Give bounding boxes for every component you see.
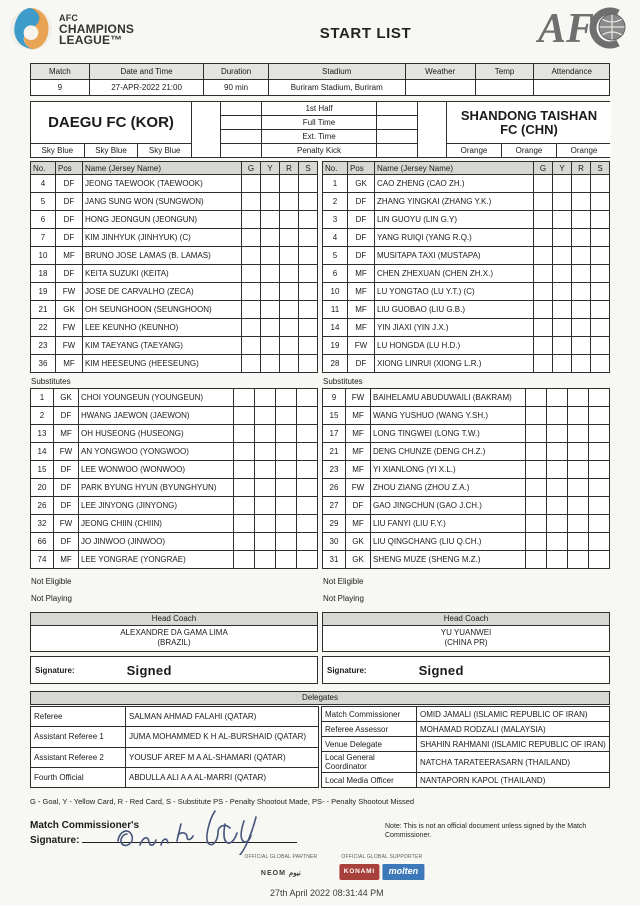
- player-row: 28 DF XIONG LINRUI (XIONG L.R.): [323, 355, 610, 373]
- temp-header: Temp: [475, 64, 534, 80]
- home-starters-table: [30, 161, 318, 373]
- sub-col-header: S: [591, 162, 610, 175]
- match-officials-table: [30, 706, 319, 788]
- away-penalty-box: [377, 144, 417, 157]
- supporter-label: OFFICIAL GLOBAL SUPPORTER: [341, 854, 423, 860]
- player-row: 23 FW KIM TAEYANG (TAEYANG): [31, 337, 318, 355]
- away-not-playing-label: Not Playing: [323, 594, 364, 603]
- substitute-row: 32 FW JEONG CHIIN (CHIIN): [31, 515, 318, 533]
- home-1st-half-box: [221, 102, 261, 115]
- away-substitutes-table: [322, 388, 610, 569]
- substitute-row: 66 DF JO JINWOO (JINWOO): [31, 533, 318, 551]
- player-row: 11 MF LIU GUOBAO (LIU G.B.): [323, 301, 610, 319]
- signature-label: Signature:: [35, 665, 75, 675]
- player-row: 14 MF YIN JIAXI (YIN J.X.): [323, 319, 610, 337]
- player-row: 6 MF CHEN ZHEXUAN (CHEN ZH.X.): [323, 265, 610, 283]
- delegates-table: [321, 706, 610, 788]
- home-substitutes-table: [30, 388, 318, 569]
- home-full-time-box: [221, 116, 261, 129]
- substitute-row: 31 GK SHENG MUZE (SHENG M.Z.): [323, 551, 610, 569]
- substitute-row: 29 MF LIU FANYI (LIU F.Y.): [323, 515, 610, 533]
- substitute-row: 15 MF WANG YUSHUO (WANG Y.SH.): [323, 407, 610, 425]
- abbreviations-legend: G - Goal, Y - Yellow Card, R - Red Card, S - Substitute PS - Penalty Shootout Made, PS- - Penalty Shootout Missed: [30, 797, 415, 806]
- official-row: Assistant Referee 1 JUMA MOHAMMED K H AL-BURSHAID (QATAR): [31, 727, 319, 747]
- away-color-1: Orange: [447, 144, 502, 157]
- player-row: 7 DF KIM JINHYUK (JINHYUK) (C): [31, 229, 318, 247]
- substitute-row: 30 GK LIU QINGCHANG (LIU Q.CH.): [323, 533, 610, 551]
- away-team-name: SHANDONG TAISHAN FC (CHN): [447, 102, 611, 143]
- konami-logo: KONAMI: [339, 864, 379, 880]
- team-score-section: [30, 101, 610, 158]
- home-not-playing-label: Not Playing: [31, 594, 72, 603]
- substitute-row: 1 GK CHOI YOUNGEUN (YOUNGEUN): [31, 389, 318, 407]
- molten-logo: molten: [382, 864, 424, 880]
- weather-value: [405, 80, 475, 96]
- home-coach-box: [30, 612, 318, 684]
- away-1st-half-box: [377, 102, 417, 115]
- sponsor-strip: [244, 854, 424, 880]
- roster-header-row: [323, 162, 610, 175]
- name-header: Name (Jersey Name): [83, 162, 242, 175]
- substitute-row: 2 DF HWANG JAEWON (JAEWON): [31, 407, 318, 425]
- delegate-row: Local Media Officer NANTAPORN KAPOL (THAILAND): [322, 773, 610, 788]
- print-timestamp: 27th April 2022 08:31:44 PM: [270, 888, 384, 898]
- handwritten-signature-icon: [108, 803, 288, 860]
- svg-text:AF: AF: [538, 6, 595, 51]
- acl-emblem-icon: [8, 5, 54, 53]
- player-row: 19 FW JOSE DE CARVALHO (ZECA): [31, 283, 318, 301]
- home-penalty-box: [221, 144, 261, 157]
- home-head-coach-name: ALEXANDRE DA GAMA LIMA (BRAZIL): [30, 626, 318, 652]
- ext-time-label: Ext. Time: [262, 130, 376, 143]
- home-coach-signature-box: [30, 656, 318, 684]
- substitute-row: 27 DF GAO JINGCHUN (GAO J.CH.): [323, 497, 610, 515]
- match-info-header-row: [31, 64, 610, 80]
- global-partner-block: [244, 854, 317, 877]
- acl-logo: [8, 5, 203, 53]
- away-not-eligible-label: Not Eligible: [323, 577, 364, 586]
- substitute-row: 20 DF PARK BYUNG HYUN (BYUNGHYUN): [31, 479, 318, 497]
- player-row: 21 GK OH SEUNGHOON (SEUNGHOON): [31, 301, 318, 319]
- full-time-label: Full Time: [262, 116, 376, 129]
- attendance-value: [534, 80, 610, 96]
- red-col-header: R: [280, 162, 299, 175]
- home-coach-signed: Signed: [126, 662, 172, 678]
- substitute-row: 21 MF DENG CHUNZE (DENG CH.Z.): [323, 443, 610, 461]
- home-head-coach-header: Head Coach: [30, 612, 318, 626]
- penalty-kick-label: Penalty Kick: [262, 144, 376, 157]
- player-row: 3 DF LIN GUOYU (LIN G.Y): [323, 211, 610, 229]
- official-row: Fourth Official ABDULLA ALI A A AL-MARRI (QATAR): [31, 767, 319, 787]
- substitute-row: 26 DF LEE JINYONG (JINYONG): [31, 497, 318, 515]
- official-row: Referee SALMAN AHMAD FALAHI (QATAR): [31, 707, 319, 727]
- substitute-row: 23 MF YI XIANLONG (YI X.L.): [323, 461, 610, 479]
- stadium-header: Stadium: [268, 64, 405, 80]
- match-info-value-row: [31, 80, 610, 96]
- home-kit-colors: [31, 144, 191, 157]
- temp-value: [475, 80, 534, 96]
- delegate-row: Match Commissioner OMID JAMALI (ISLAMIC REPUBLIC OF IRAN): [322, 707, 610, 722]
- home-color-1: Sky Blue: [31, 144, 85, 157]
- pos-header: Pos: [56, 162, 83, 175]
- first-half-label: 1st Half: [262, 102, 376, 115]
- roster-header-row: [31, 162, 318, 175]
- match-number: 9: [31, 80, 90, 96]
- player-row: 2 DF ZHANG YINGKAI (ZHANG Y.K.): [323, 193, 610, 211]
- away-head-coach-name: YU YUANWEI (CHINA PR): [322, 626, 610, 652]
- player-row: 10 MF LU YONGTAO (LU Y.T.) (C): [323, 283, 610, 301]
- official-document-note: Note: This is not an official document unless signed by the Match Commissioner.: [385, 823, 587, 839]
- away-coach-signed: Signed: [418, 662, 464, 678]
- away-roster-column: [322, 161, 610, 603]
- home-team-name: DAEGU FC (KOR): [31, 102, 191, 143]
- match-header: Match: [31, 64, 90, 80]
- player-row: 6 DF HONG JEONGUN (JEONGUN): [31, 211, 318, 229]
- player-row: 19 FW LU HONGDA (LU H.D.): [323, 337, 610, 355]
- document-header: [0, 0, 640, 59]
- player-row: 4 DF JEONG TAEWOOK (TAEWOOK): [31, 175, 318, 193]
- commissioner-label-line2: Signature:: [30, 835, 80, 846]
- home-roster-column: [30, 161, 318, 603]
- substitute-row: 14 FW AN YONGWOO (YONGWOO): [31, 443, 318, 461]
- away-starters-table: [322, 161, 610, 373]
- delegates-header: Delegates: [30, 691, 610, 705]
- weather-header: Weather: [405, 64, 475, 80]
- player-row: 22 FW LEE KEUNHO (KEUNHO): [31, 319, 318, 337]
- away-coach-box: [322, 612, 610, 684]
- date-time-value: 27-APR-2022 21:00: [89, 80, 204, 96]
- player-row: 4 DF YANG RUIQI (YANG R.Q.): [323, 229, 610, 247]
- away-full-time-box: [377, 116, 417, 129]
- commissioner-signature-section: [30, 819, 610, 847]
- away-color-3: Orange: [570, 146, 598, 155]
- global-supporter-block: [339, 854, 424, 880]
- away-score-column: [418, 102, 446, 157]
- delegate-row: Referee Assessor MOHAMAD RODZALI (MALAYSIA): [322, 722, 610, 737]
- afc-logo-icon: [528, 5, 628, 56]
- yellow-col-header: Y: [553, 162, 572, 175]
- official-row: Assistant Referee 2 YOUSUF AREF M A AL-SHAMARI (QATAR): [31, 747, 319, 767]
- substitute-row: 9 FW BAIHELAMU ABUDUWAILI (BAKRAM): [323, 389, 610, 407]
- delegates-section: [30, 691, 610, 788]
- away-kit-colors: [447, 144, 611, 157]
- duration-header: Duration: [204, 64, 268, 80]
- name-header: Name (Jersey Name): [375, 162, 534, 175]
- away-ext-time-box: [377, 130, 417, 143]
- match-info-table: [30, 63, 610, 96]
- substitute-row: 17 MF LONG TINGWEI (LONG T.W.): [323, 425, 610, 443]
- partner-label: OFFICIAL GLOBAL PARTNER: [244, 854, 318, 860]
- away-color-2: Orange: [502, 144, 557, 157]
- page-title: START LIST: [319, 25, 412, 42]
- signature-label: Signature:: [327, 665, 367, 675]
- player-row: 5 DF MUSITAPA TAXI (MUSTAPA): [323, 247, 610, 265]
- home-not-eligible-label: Not Eligible: [31, 577, 72, 586]
- stadium-value: Buriram Stadium, Buriram: [268, 80, 405, 96]
- substitute-row: 15 DF LEE WONWOO (WONWOO): [31, 461, 318, 479]
- home-color-3: Sky Blue: [148, 146, 181, 155]
- away-substitutes-label: Substitutes: [323, 377, 363, 386]
- player-row: 1 GK CAO ZHENG (CAO ZH.): [323, 175, 610, 193]
- home-score-column: [192, 102, 220, 157]
- attendance-header: Attendance: [534, 64, 610, 80]
- player-row: 36 MF KIM HEESEUNG (HEESEUNG): [31, 355, 318, 373]
- home-substitutes-label: Substitutes: [31, 377, 71, 386]
- player-row: 18 DF KEITA SUZUKI (KEITA): [31, 265, 318, 283]
- substitute-row: 74 MF LEE YONGRAE (YONGRAE): [31, 551, 318, 569]
- home-ext-time-box: [221, 130, 261, 143]
- no-header: No.: [31, 162, 56, 175]
- head-coach-section: [30, 612, 610, 684]
- away-coach-signature-box: [322, 656, 610, 684]
- neom-logo: NEOM نيوم: [260, 870, 301, 877]
- duration-value: 90 min: [204, 80, 268, 96]
- goal-col-header: G: [242, 162, 261, 175]
- player-row: 5 DF JANG SUNG WON (SUNGWON): [31, 193, 318, 211]
- acl-logo-text: AFC CHAMPIONS LEAGUE™: [59, 12, 135, 47]
- yellow-col-header: Y: [261, 162, 280, 175]
- delegate-row: Venue Delegate SHAHIN RAHMANI (ISLAMIC REPUBLIC OF IRAN): [322, 737, 610, 752]
- red-col-header: R: [572, 162, 591, 175]
- sub-col-header: S: [299, 162, 318, 175]
- away-head-coach-header: Head Coach: [322, 612, 610, 626]
- goal-col-header: G: [534, 162, 553, 175]
- pos-header: Pos: [348, 162, 375, 175]
- rosters-section: [30, 161, 610, 603]
- home-color-2: Sky Blue: [85, 144, 139, 157]
- date-time-header: Date and Time: [89, 64, 204, 80]
- substitute-row: 13 MF OH HUSEONG (HUSEONG): [31, 425, 318, 443]
- player-row: 10 MF BRUNO JOSE LAMAS (B. LAMAS): [31, 247, 318, 265]
- delegate-row: Local General Coordinator NATCHA TARATEERASARN (THAILAND): [322, 752, 610, 773]
- substitute-row: 26 FW ZHOU ZIANG (ZHOU Z.A.): [323, 479, 610, 497]
- commissioner-label-line1: Match Commissioner's: [30, 820, 140, 831]
- no-header: No.: [323, 162, 348, 175]
